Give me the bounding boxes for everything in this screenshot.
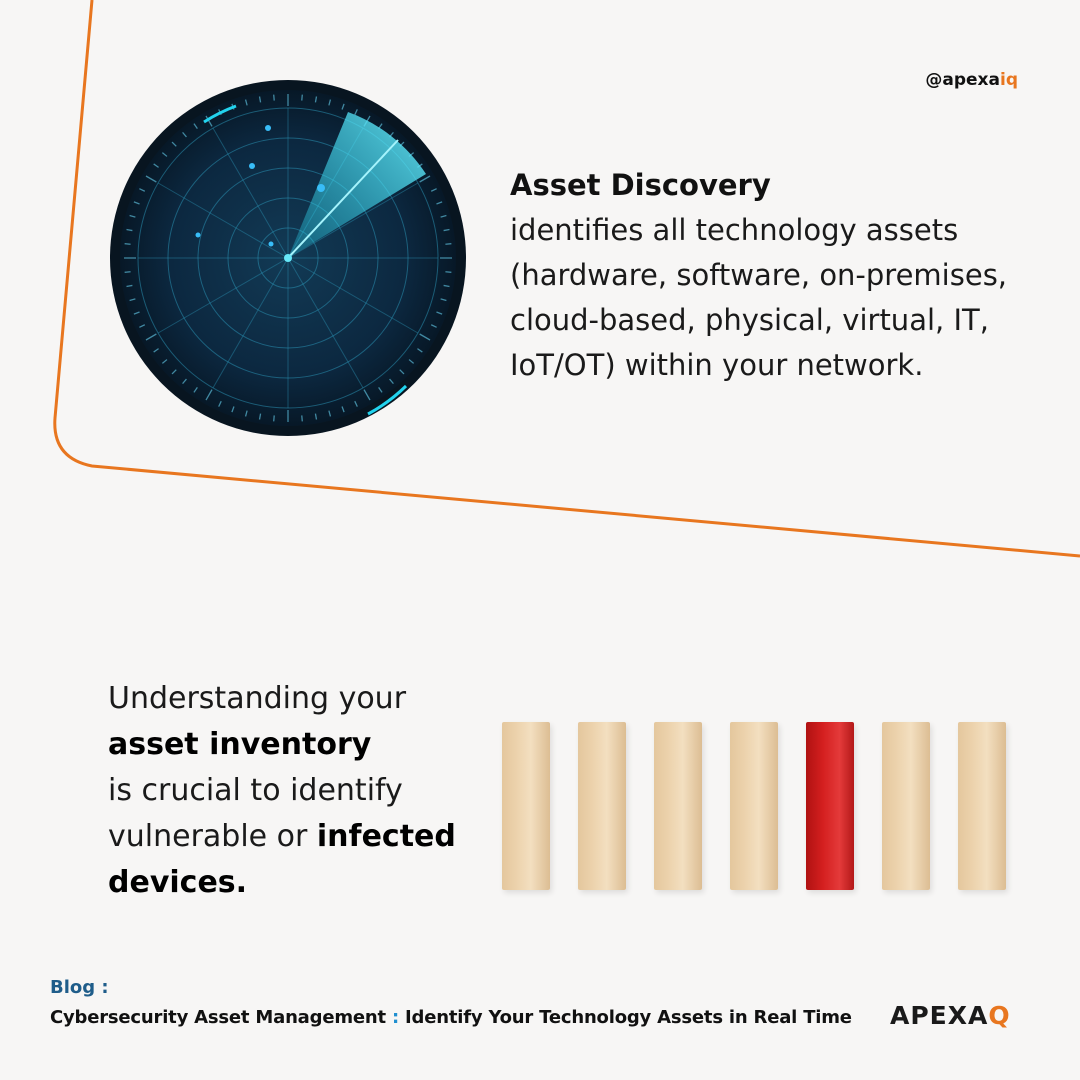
blog-label: Blog : bbox=[50, 977, 109, 998]
inventory-text bbox=[108, 676, 488, 906]
social-handle: @apexaiq bbox=[925, 70, 1018, 90]
wood-block bbox=[654, 722, 702, 890]
inventory-line: is crucial to identify bbox=[108, 773, 403, 808]
wood-block bbox=[502, 722, 550, 890]
wood-block bbox=[578, 722, 626, 890]
discovery-line: cloud-based, physical, virtual, IT, bbox=[510, 303, 989, 337]
radar-icon bbox=[106, 80, 470, 438]
discovery-line: identifies all technology assets bbox=[510, 213, 959, 247]
discovery-line: IoT/OT) within your network. bbox=[510, 348, 924, 382]
asset-discovery-text bbox=[510, 163, 1050, 388]
blog-title[interactable]: Cybersecurity Asset Management : Identify Your Technology Assets in Real Time bbox=[50, 1007, 852, 1028]
asset-discovery-title: Asset Discovery bbox=[510, 168, 771, 202]
red-block bbox=[806, 722, 854, 890]
inventory-bold: devices. bbox=[108, 865, 248, 900]
inventory-line: vulnerable or bbox=[108, 819, 317, 854]
inventory-bold: infected bbox=[316, 819, 456, 854]
wood-block bbox=[882, 722, 930, 890]
wood-block bbox=[958, 722, 1006, 890]
wood-block bbox=[730, 722, 778, 890]
inventory-bold: asset inventory bbox=[108, 727, 372, 762]
discovery-line: (hardware, software, on-premises, bbox=[510, 258, 1008, 292]
inventory-line: Understanding your bbox=[108, 681, 407, 716]
wooden-blocks-image bbox=[500, 718, 1020, 892]
apexaiq-logo: APEXA Q bbox=[890, 1000, 1011, 1030]
